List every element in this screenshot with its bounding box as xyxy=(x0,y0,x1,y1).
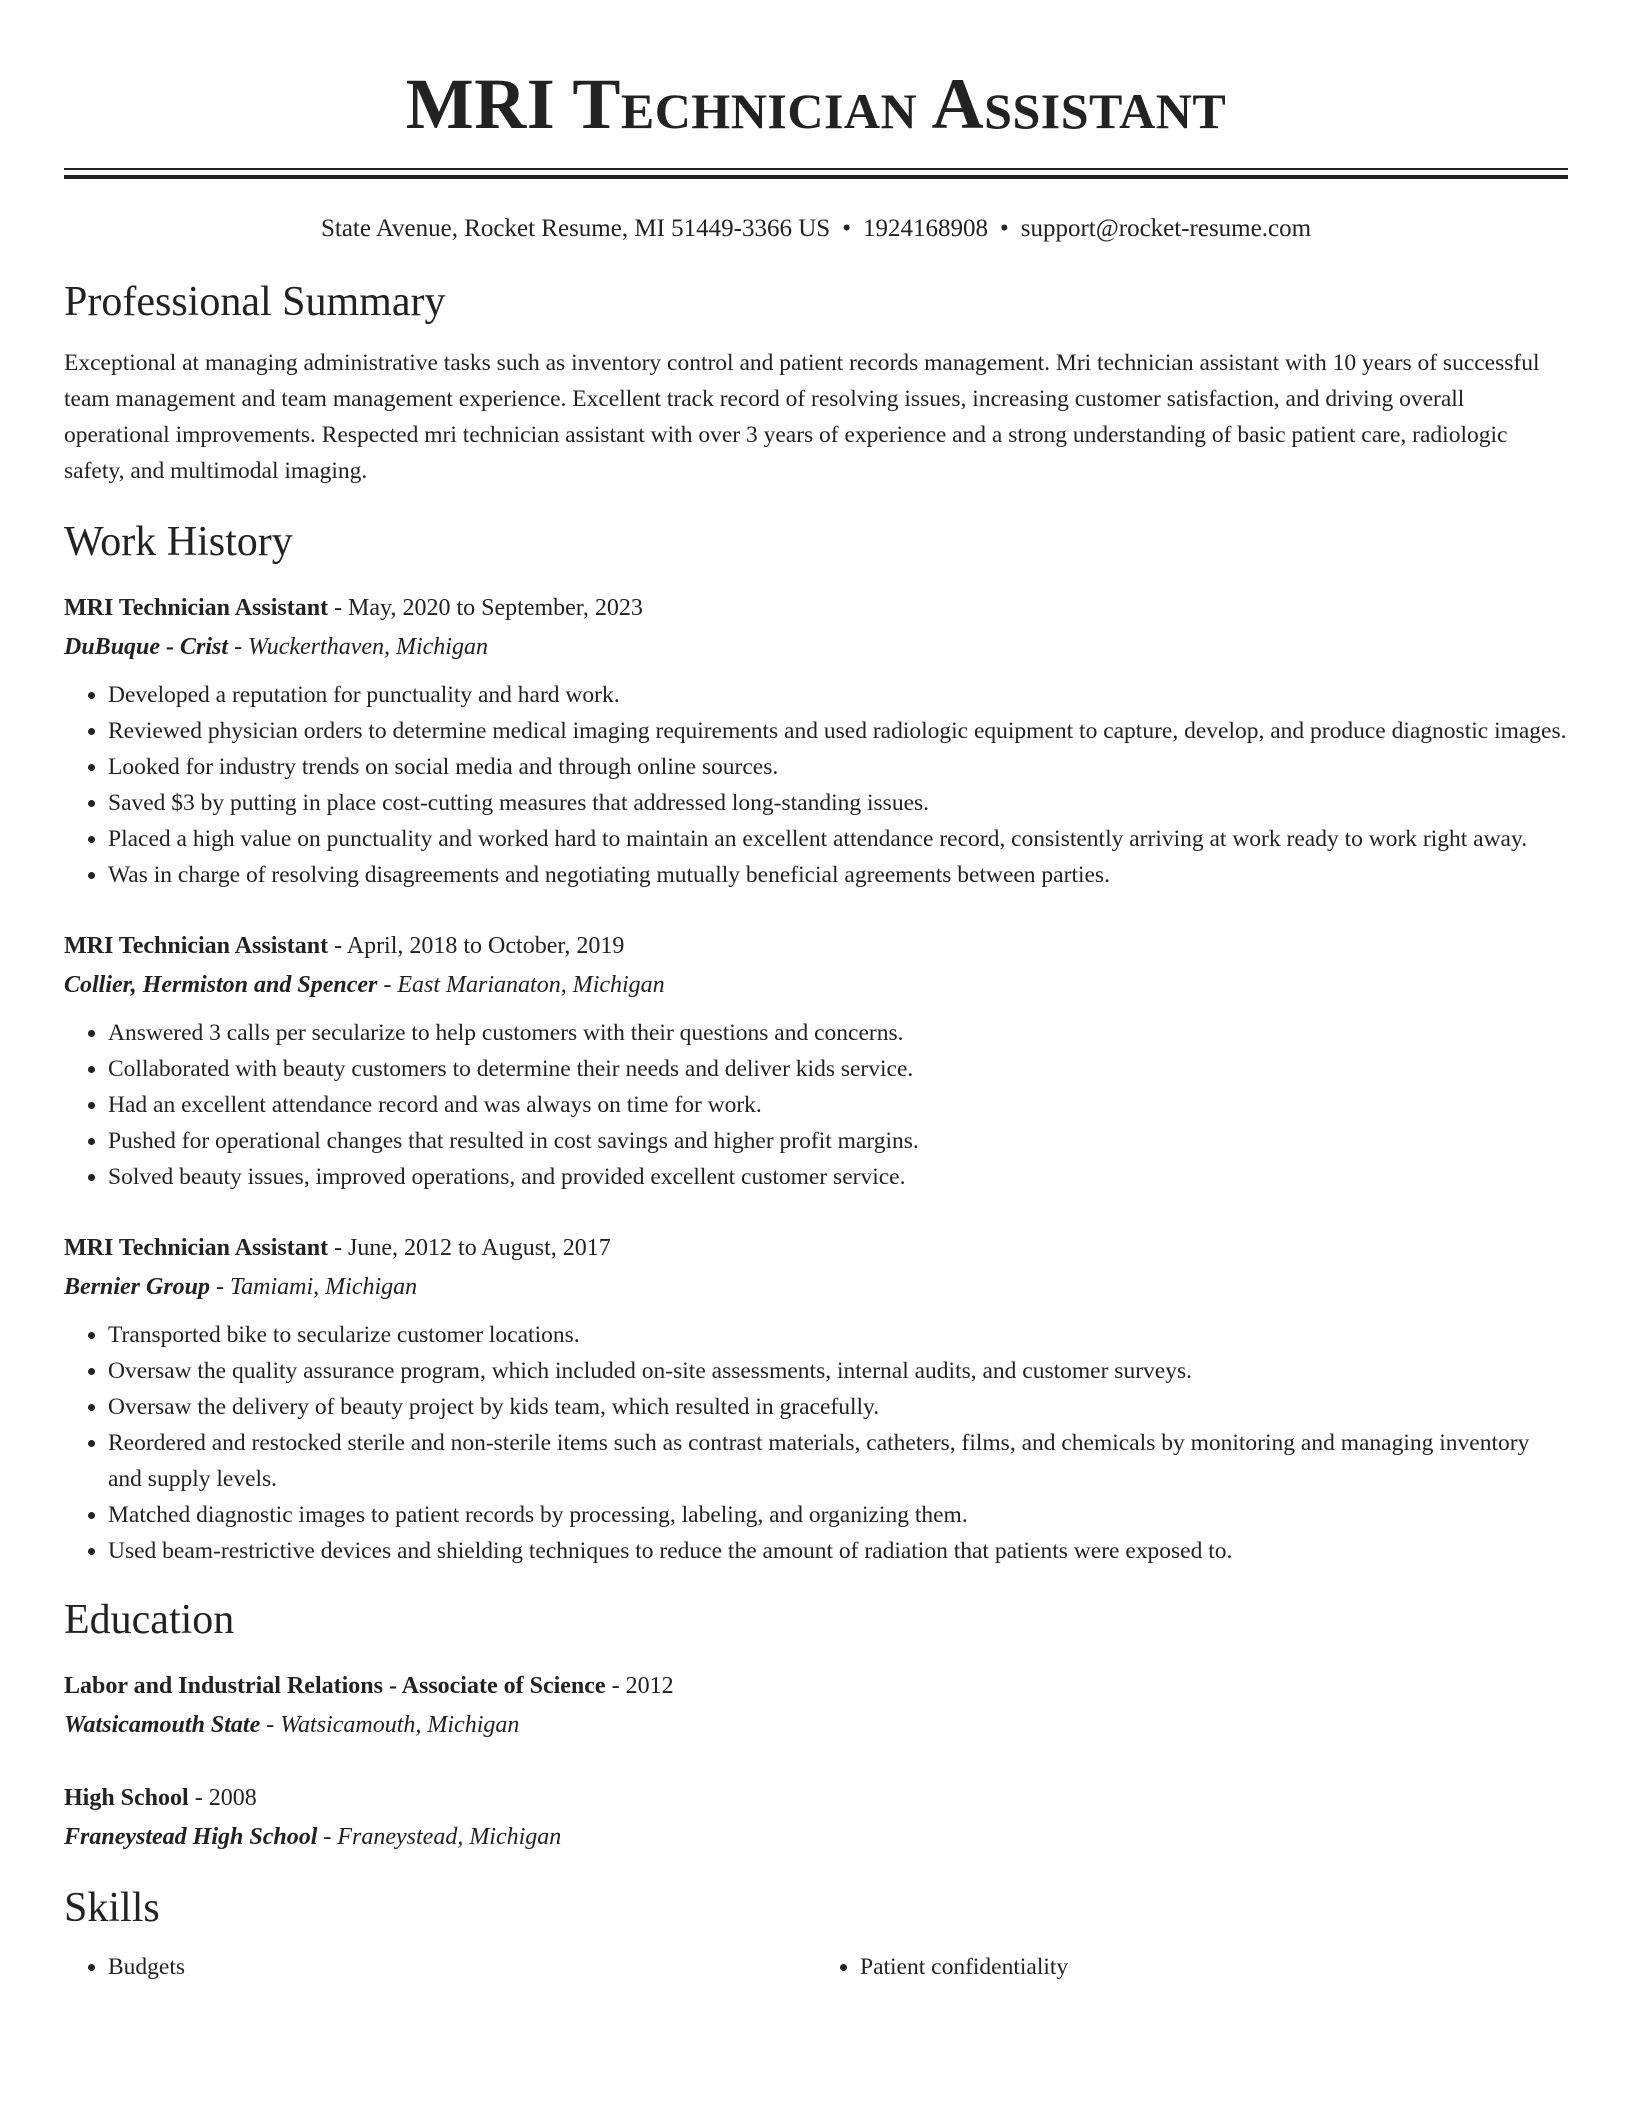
education-heading: Education xyxy=(64,1597,235,1643)
summary-text: Exceptional at managing administrative tasks such as inventory control and patient records management. Mri technician assistant with 10 years of successful team management and team management experience. Excellent track record of resolving issues, increasing customer satisfaction, and driving overall operational improvements. Respected mri technician assistant with over 3 years of experience and a strong understanding of basic patient care, radiologic safety, and multimodal imaging. xyxy=(64,350,1540,484)
list-item: • Transported bike to secularize customer locations. xyxy=(108,1317,1568,1353)
job-role: MRI Technician Assistant xyxy=(64,1235,329,1261)
education-degree: Labor and Industrial Relations - Associate of Science xyxy=(64,1673,606,1699)
skills-column-left xyxy=(64,1949,816,1985)
list-item: • Placed a high value on punctuality and worked hard to maintain an excellent attendance record, consistently arriving at work ready to work right away. xyxy=(108,821,1568,857)
list-item: • Answered 3 calls per secularize to help customers with their questions and concerns. xyxy=(108,1015,1568,1051)
list-item: • Oversaw the quality assurance program, which included on-site assessments, internal audits, and customer surveys. xyxy=(108,1353,1568,1389)
resume-page xyxy=(64,0,1568,1985)
skills-heading: Skills xyxy=(64,1885,160,1931)
education-school-line xyxy=(64,1705,1568,1745)
education-year: - 2012 xyxy=(605,1673,674,1699)
skills-column-right xyxy=(816,1949,1568,1985)
education-degree-line xyxy=(64,1667,1568,1705)
skill-item: • Patient confidentiality xyxy=(860,1949,1568,1985)
job-title-line xyxy=(64,1229,1568,1267)
header-divider-thin xyxy=(64,168,1568,170)
job-dates: - June, 2012 to August, 2017 xyxy=(328,1235,611,1261)
job-company-line xyxy=(64,965,1568,1005)
job-entry xyxy=(64,1229,1568,1569)
list-item: • Was in charge of resolving disagreements and negotiating mutually beneficial agreements between parties. xyxy=(108,857,1568,893)
contact-separator: • xyxy=(999,215,1009,242)
education-location: - Franeystead, Michigan xyxy=(317,1824,562,1850)
contact-line xyxy=(64,213,1568,245)
job-title-line xyxy=(64,589,1568,627)
job-title-line xyxy=(64,927,1568,965)
job-duties-list xyxy=(64,677,1568,893)
contact-address: State Avenue, Rocket Resume, MI 51449-3366 US xyxy=(320,215,831,242)
contact-email[interactable]: support@rocket-resume.com xyxy=(1020,215,1312,242)
job-role: MRI Technician Assistant xyxy=(64,595,329,621)
education-school: Franeystead High School xyxy=(64,1824,318,1850)
list-item: • Pushed for operational changes that resulted in cost savings and higher profit margins. xyxy=(108,1123,1568,1159)
job-location: - East Marianaton, Michigan xyxy=(377,972,665,998)
education-degree-line xyxy=(64,1779,1568,1817)
job-role: MRI Technician Assistant xyxy=(64,933,329,959)
job-entry xyxy=(64,589,1568,893)
list-item: • Had an excellent attendance record and was always on time for work. xyxy=(108,1087,1568,1123)
contact-separator: • xyxy=(842,215,851,242)
header-divider-thick xyxy=(64,175,1568,179)
education-entry xyxy=(64,1667,1568,1745)
list-item: • Developed a reputation for punctuality and hard work. xyxy=(108,677,1568,713)
education-location: - Watsicamouth, Michigan xyxy=(260,1712,520,1738)
summary-heading: Professional Summary xyxy=(64,279,446,325)
skill-item: • Budgets xyxy=(108,1949,816,1985)
list-item: • Oversaw the delivery of beauty project by kids team, which resulted in gracefully. xyxy=(108,1389,1568,1425)
job-company-line xyxy=(64,1267,1568,1307)
list-item: • Reordered and restocked sterile and non-sterile items such as contrast materials, catheters, films, and chemicals by monitoring and managing inventory and supply levels. xyxy=(108,1425,1568,1497)
list-item: • Reviewed physician orders to determine medical imaging requirements and used radiologic equipment to capture, develop, and produce diagnostic images. xyxy=(108,713,1568,749)
list-item: • Used beam-restrictive devices and shielding techniques to reduce the amount of radiation that patients were exposed to. xyxy=(108,1533,1568,1569)
education-school: Watsicamouth State xyxy=(64,1712,261,1738)
contact-phone[interactable]: 1924168908 xyxy=(862,215,988,242)
education-entry xyxy=(64,1779,1568,1857)
job-duties-list xyxy=(64,1015,1568,1195)
list-item: • Collaborated with beauty customers to determine their needs and deliver kids service. xyxy=(108,1051,1568,1087)
list-item: • Saved $3 by putting in place cost-cutting measures that addressed long-standing issues. xyxy=(108,785,1568,821)
education-year: - 2008 xyxy=(188,1785,257,1811)
job-company: Collier, Hermiston and Spencer xyxy=(64,972,378,998)
job-dates: - May, 2020 to September, 2023 xyxy=(328,595,643,621)
job-company: DuBuque - Crist xyxy=(64,634,229,660)
job-dates: - April, 2018 to October, 2019 xyxy=(328,933,625,959)
job-company: Bernier Group xyxy=(64,1274,211,1300)
resume-title: MRI Technician Assistant xyxy=(405,64,1227,144)
education-degree: High School xyxy=(64,1785,189,1811)
list-item: • Looked for industry trends on social media and through online sources. xyxy=(108,749,1568,785)
work-history-heading: Work History xyxy=(64,519,293,565)
job-company-line xyxy=(64,627,1568,667)
skills-list xyxy=(64,1949,1568,1985)
job-duties-list xyxy=(64,1317,1568,1569)
list-item: • Solved beauty issues, improved operations, and provided excellent customer service. xyxy=(108,1159,1568,1195)
job-location: - Wuckerthaven, Michigan xyxy=(228,634,488,660)
education-school-line xyxy=(64,1817,1568,1857)
list-item: • Matched diagnostic images to patient records by processing, labeling, and organizing them. xyxy=(108,1497,1568,1533)
job-entry xyxy=(64,927,1568,1195)
job-location: - Tamiami, Michigan xyxy=(210,1274,418,1300)
